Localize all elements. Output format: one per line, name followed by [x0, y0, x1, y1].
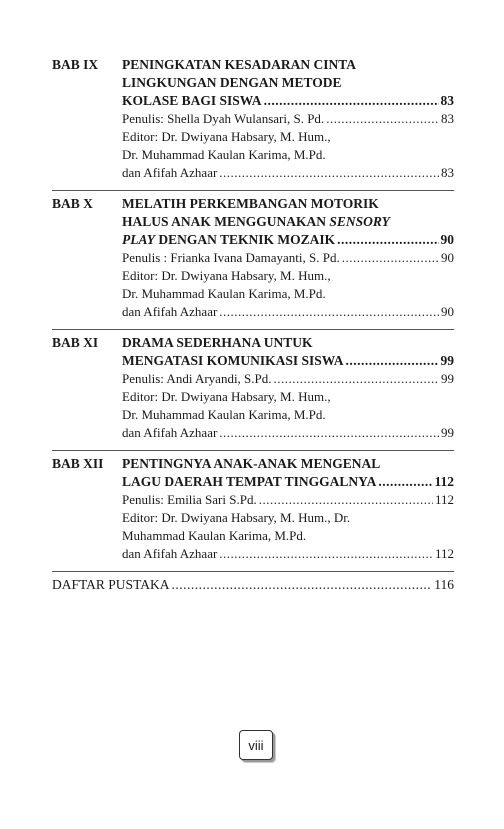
leader-dots — [378, 473, 432, 491]
leader-dots — [346, 352, 439, 370]
page-ref: 99 — [440, 353, 454, 368]
toc-entry-daftar-pustaka[interactable] — [52, 576, 454, 594]
leader-dots — [326, 110, 439, 128]
editor-line: dan Afifah Azhaar — [122, 546, 218, 561]
editor-line: Editor: Dr. Dwiyana Habsary, M. Hum., — [122, 129, 331, 144]
author-line: Penulis: Shella Dyah Wulansari, S. Pd. — [122, 111, 325, 126]
editor-line: dan Afifah Azhaar — [122, 165, 218, 180]
editor-line: dan Afifah Azhaar — [122, 425, 218, 440]
leader-dots — [219, 164, 439, 182]
page-ref: 99 — [441, 425, 454, 440]
editor-line: Editor: Dr. Dwiyana Habsary, M. Hum., — [122, 268, 331, 283]
chapter-title-link[interactable] — [122, 231, 454, 249]
chapter-label: BAB IX — [52, 57, 99, 72]
page-ref: 99 — [441, 371, 454, 386]
editor-line: dan Afifah Azhaar — [122, 304, 218, 319]
chapter-title-line: DRAMA SEDERHANA UNTUK — [122, 335, 313, 350]
toc-entry-bab-xii — [52, 455, 454, 563]
leader-dots — [337, 231, 438, 249]
page-ref: 83 — [440, 93, 454, 108]
chapter-title-link[interactable] — [122, 92, 454, 110]
page-ref: 90 — [440, 232, 454, 247]
leader-dots — [219, 545, 433, 563]
author-line: Penulis : Frianka Ivana Damayanti, S. Pd. — [122, 250, 340, 265]
leader-dots — [342, 249, 439, 267]
chapter-title-italic: SENSORY — [329, 214, 390, 229]
editor-line: Dr. Muhammad Kaulan Karima, M.Pd. — [122, 407, 326, 422]
editor-line: Editor: Dr. Dwiyana Habsary, M. Hum., — [122, 389, 331, 404]
chapter-title-line: MELATIH PERKEMBANGAN MOTORIK — [122, 196, 379, 211]
page-ref: 112 — [434, 546, 454, 561]
page-ref: 112 — [434, 492, 454, 507]
chapter-title-line: MENGATASI KOMUNIKASI SISWA — [122, 353, 344, 368]
page-ref: 90 — [441, 250, 454, 265]
chapter-title-line: PENTINGNYA ANAK-ANAK MENGENAL — [122, 456, 381, 471]
divider — [52, 571, 454, 572]
leader-dots — [219, 303, 439, 321]
page-number-badge: viii — [239, 730, 273, 760]
chapter-title-italic: PLAY — [122, 232, 155, 247]
chapter-title-line: HALUS ANAK MENGGUNAKAN — [122, 214, 330, 229]
table-of-contents — [52, 56, 454, 594]
chapter-label: BAB XII — [52, 456, 104, 471]
chapter-title-line: LINGKUNGAN DENGAN METODE — [122, 75, 342, 90]
editor-line: Dr. Muhammad Kaulan Karima, M.Pd. — [122, 286, 326, 301]
page-ref: 83 — [441, 111, 454, 126]
divider — [52, 329, 454, 330]
author-line: Penulis: Emilia Sari S.Pd. — [122, 492, 257, 507]
leader-dots — [219, 424, 439, 442]
editor-line: Muhammad Kaulan Karima, M.Pd. — [122, 528, 307, 543]
chapter-title-link[interactable] — [122, 352, 454, 370]
divider — [52, 450, 454, 451]
editor-line: Editor: Dr. Dwiyana Habsary, M. Hum., Dr. — [122, 510, 351, 525]
chapter-title-line: DENGAN TEKNIK MOZAIK — [155, 232, 336, 247]
toc-entry-bab-xi — [52, 334, 454, 442]
toc-entry-bab-x — [52, 195, 454, 321]
chapter-label: BAB X — [52, 196, 93, 211]
editor-line: Dr. Muhammad Kaulan Karima, M.Pd. — [122, 147, 326, 162]
chapter-label: BAB XI — [52, 335, 99, 350]
chapter-title-link[interactable] — [122, 473, 454, 491]
page-ref: 83 — [441, 165, 454, 180]
chapter-title-line: PENINGKATAN KESADARAN CINTA — [122, 57, 357, 72]
author-line: Penulis: Andi Aryandi, S.Pd. — [122, 371, 272, 386]
page-ref: 116 — [434, 577, 454, 592]
chapter-title-line: LAGU DAERAH TEMPAT TINGGALNYA — [122, 474, 377, 489]
page-ref: 90 — [441, 304, 454, 319]
chapter-title-line: KOLASE BAGI SISWA — [122, 93, 262, 108]
bibliography-label: DAFTAR PUSTAKA — [52, 577, 170, 592]
leader-dots — [171, 576, 432, 594]
leader-dots — [259, 491, 433, 509]
leader-dots — [264, 92, 439, 110]
toc-entry-bab-ix — [52, 56, 454, 182]
page-ref: 112 — [434, 474, 454, 489]
divider — [52, 190, 454, 191]
leader-dots — [274, 370, 439, 388]
